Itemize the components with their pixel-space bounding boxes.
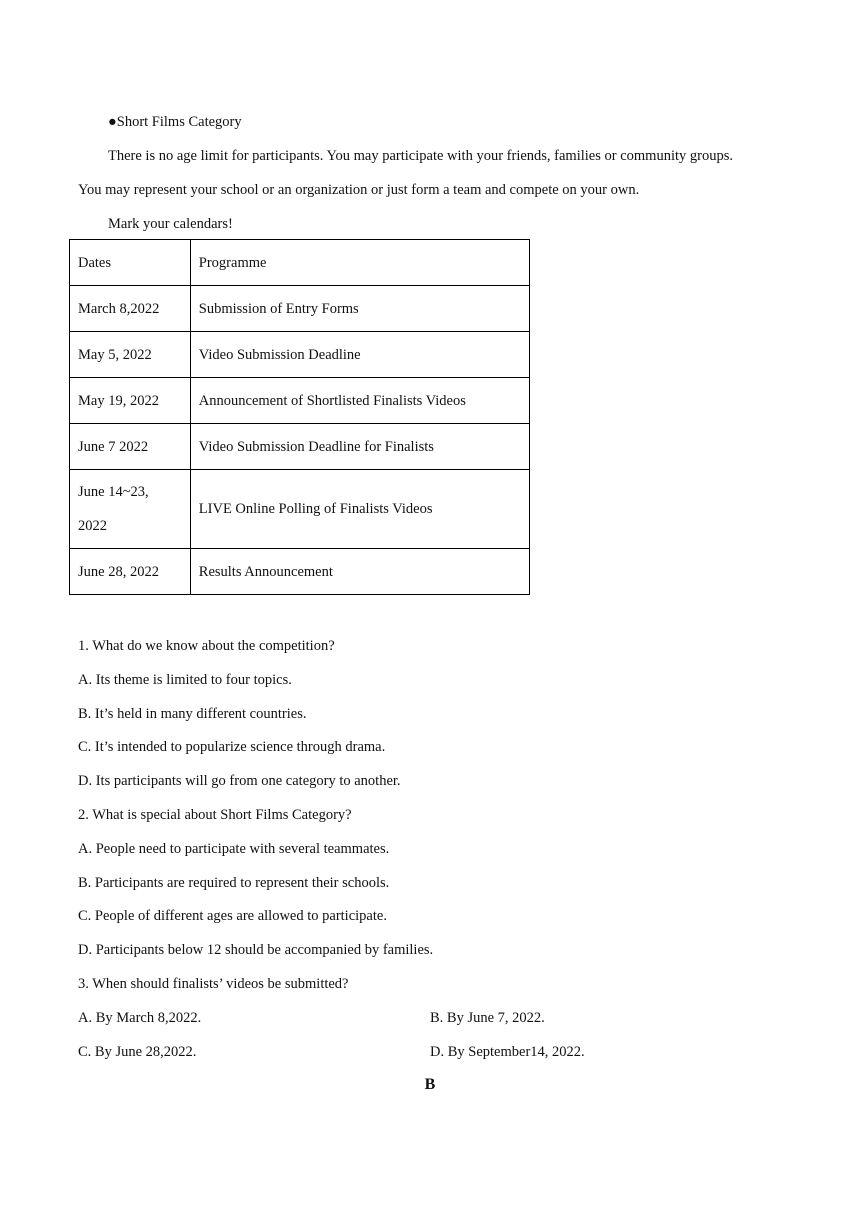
answer-option: C. People of different ages are allowed to participate. bbox=[78, 908, 387, 924]
table-row bbox=[70, 332, 530, 378]
table-row bbox=[70, 549, 530, 595]
table-row bbox=[70, 286, 530, 332]
table-row bbox=[70, 378, 530, 424]
table-header-row bbox=[70, 240, 530, 286]
answer-option: B. It’s held in many different countries. bbox=[78, 706, 307, 722]
table-row bbox=[70, 470, 530, 549]
programme-cell: LIVE Online Polling of Finalists Videos bbox=[190, 470, 529, 549]
date-cell bbox=[70, 470, 191, 549]
category-heading: ●Short Films Category bbox=[108, 114, 242, 130]
answer-option: D. Its participants will go from one category to another. bbox=[78, 773, 401, 789]
answer-option: D. By September14, 2022. bbox=[430, 1044, 585, 1060]
date-cell: May 19, 2022 bbox=[70, 378, 191, 424]
date-cell: May 5, 2022 bbox=[70, 332, 191, 378]
answer-option: A. Its theme is limited to four topics. bbox=[78, 672, 292, 688]
calendar-note: Mark your calendars! bbox=[108, 216, 233, 232]
question-stem: 1. What do we know about the competition? bbox=[78, 638, 335, 654]
table-row bbox=[70, 424, 530, 470]
answer-option: A. People need to participate with several teammates. bbox=[78, 841, 390, 857]
answer-option: A. By March 8,2022. bbox=[78, 1010, 202, 1026]
programme-cell: Video Submission Deadline for Finalists bbox=[190, 424, 529, 470]
answer-option: B. Participants are required to represent their schools. bbox=[78, 875, 390, 891]
schedule-table bbox=[69, 239, 530, 595]
answer-option: C. It’s intended to popularize science through drama. bbox=[78, 739, 386, 755]
header-dates: Dates bbox=[70, 240, 191, 286]
answer-option: B. By June 7, 2022. bbox=[430, 1010, 545, 1026]
date-cell-line: June 14~23, bbox=[78, 484, 149, 500]
question-stem: 2. What is special about Short Films Category? bbox=[78, 807, 352, 823]
programme-cell: Video Submission Deadline bbox=[190, 332, 529, 378]
paragraph-line: You may represent your school or an organization or just form a team and compete on your own. bbox=[78, 182, 640, 198]
date-cell: March 8,2022 bbox=[70, 286, 191, 332]
date-cell: June 28, 2022 bbox=[70, 549, 191, 595]
programme-cell: Submission of Entry Forms bbox=[190, 286, 529, 332]
date-cell-line: 2022 bbox=[78, 518, 107, 534]
programme-cell: Results Announcement bbox=[190, 549, 529, 595]
answer-option: C. By June 28,2022. bbox=[78, 1044, 197, 1060]
programme-cell: Announcement of Shortlisted Finalists Videos bbox=[190, 378, 529, 424]
question-stem: 3. When should finalists’ videos be submitted? bbox=[78, 976, 349, 992]
paragraph-line: There is no age limit for participants. You may participate with your friends, families or community groups. bbox=[108, 148, 733, 164]
header-programme: Programme bbox=[190, 240, 529, 286]
date-cell: June 7 2022 bbox=[70, 424, 191, 470]
answer-option: D. Participants below 12 should be accompanied by families. bbox=[78, 942, 434, 958]
section-heading: B bbox=[424, 1076, 436, 1093]
